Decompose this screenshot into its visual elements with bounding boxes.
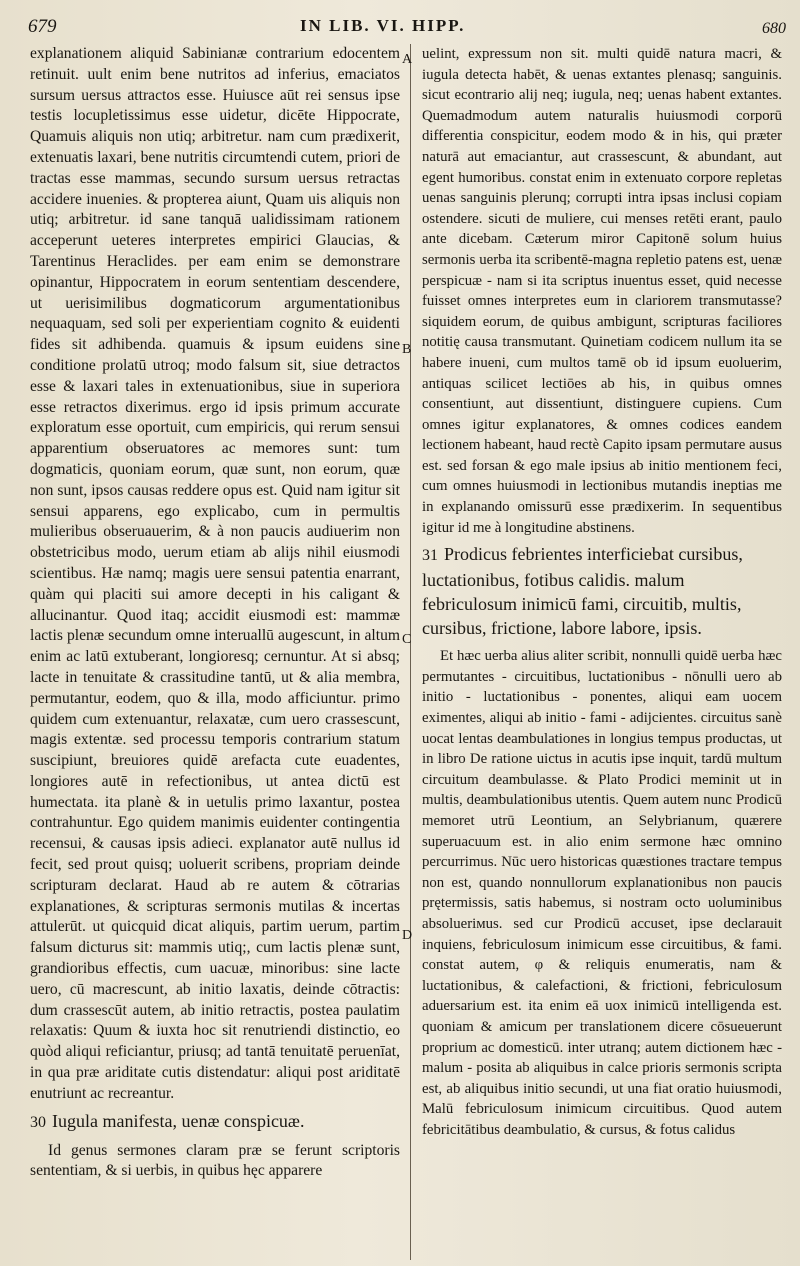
running-head: IN LIB. VI. HIPP. bbox=[300, 16, 466, 35]
lemma-31 bbox=[422, 542, 782, 640]
lemma-number: 30 bbox=[30, 1113, 46, 1131]
left-commentary-1: explanationem aliquid Sabinianæ contrarium edocentem retinuit. uult enim bene nutritos ad inferius, emaciatos sursum uersus attractos esse. Huiusce aūt rei sensus ipse testis locupletissimus esse uidetur, dicēte Hippocrate, Quamuis aliquis non utiq; arbitretur. nam cum prædixerit, extenuatis laxari, bene nutritis circumtendi cutem, priori de tractas esse mammas, secundo sursum uersus retractas accidere inuenies. & propterea aiunt, Quam uis aliquis non utiq; arbitretur. id sane tanquā ualidissimam rationem acceperunt ueteres interpretes empirici Glaucias, & Tarentinus Heraclides. per eam enim se demonstrare opinantur, Hippocratem in eorum sententiam descendere, ut uerisimilibus dogmaticorum argumentationibus nequaquam, sed soli per experientiam cognito & euidenti fides sit adhibenda. quamuis & ipsum euidens sine conditione prolatū utroq; modo falsum sit, siue detractos esse & laxari tales in extenuationibus, siue in superiora esse retractos dixerimus. ergo id ipsis primum accurate exploratum esse oportuit, cum empiricis, qui rerum sensui apparentium obseruatores ac memores sunt: tum dogmaticis, quoniam eorum, quæ sunt, non eorum, quæ non sunt, ipsos causas reddere opus est. Quid nam igitur sit sensui apparens, ego explicabo, cum in permultis mulieribus obseruauerim, & à non paucis audiuerim non obstetricibus modo, uerum etiam ab alijs nihil eiusmodi scientibus. Hæ namq; magis uere sensui patentia enarrant, quàm qui placiti sui amore decepti in his caligant & allucinantur. Quod itaq; accidit eiusmodi est: mammæ lactis plenæ secundum omne interuallū augescunt, in altum enim ac latū extuberant, longioresq; cernuntur. At si absq; lacte in tenuitate & crassitudine tantū, ut & alia membra, permutantur, eodem, quo & illa, modo afficiuntur. primo quidem cum extenuantur, relaxatæ, cum uero crassescunt, magis extentæ. sed processu temporis contrarium statum suscipiunt, breuiores quidē arefacta cute euadentes, longiores autē in refectionibus, ut antea dictū est humectata. ita planè & in uetulis primo laxantur, postea contrahuntur. Ego quidem manimis euidenter contingentia recensui, & causas ipsis adieci. explanator autē nullus id fecit, sed prout quisq; uoluerit scribens, propriam deinde scripturam declarat. Haud ab re autem & cōtrarias explanationes, & scripturas sermonis mutilas & incertas attulerūt. ut quicquid dicat aliquis, partim uerum, partim falsum dicturus sit: mammis utiq;, cum lactis plenæ sunt, grandioribus effectis, cum uacuæ, minoribus: sine lacte uero, cū macrescunt, ab initio laxatis, deinde cōtractis: dum crassescūt autem, ab initio retractis, postea paulatim relaxatis: Quum & iuxta hoc sit renutriendi distinctio, eo quòd aliqui reficiantur, priusq; ad tantā tenuitatē peruenīat, in qua præ ariditate cutis distendatur: aliqui post ariditatē enutriunt ac recreantur. bbox=[30, 45, 400, 1102]
page-number-left: 679 bbox=[28, 16, 57, 37]
left-commentary-2: Id genus sermones claram præ se ferunt scriptoris sententiam, & si uerbis, in quibus hęc apparere bbox=[30, 1141, 400, 1180]
margin-marker-b: B bbox=[402, 342, 412, 357]
column-divider bbox=[410, 44, 411, 1260]
margin-marker-c: C bbox=[402, 632, 412, 647]
right-commentary-2: Et hæc uerba alius aliter scribit, nonnulli quidē uerba hæc permutantes - circuitibus, luctationibus - nōnulli uero ab initio - luctationibus - ponentes, aliqui eam uocem eximentes, aliqui ab initio - fami - adijcientes. circuitus sanè uocat lentas deambulationes in longius tempus productas, ut in libro De ratione uictus in acutis ipse inquit, tardū multum circuitum deambulasse. & Plato Prodici meminit ut in multis, deambulationibus utentis. Quem autem nunc Prodicū memoret utrū Leontium, an Selybrianum, quærere superuacuum est. in alio enim sermone hæc omnino percurrimus. Nūc uero historicas quæstiones tractare tempus non est, quando nonnullorum explanationibus non paucis prętermissis, satis habemus, si nostram octo uoluminibus absolueriмus. sed cur Prodicū accuset, ipse declarauit inquiens, febriculosum inimicum esse circuitibus, & fami. constat autem, φ & reliquis enumeratis, nam & luctationibus, & calefactioni, & frictioni, febriculosum aduersarium est. ita enim eā uox inimicū intelligenda est. quoniam & amicum per translationem dicere cōsueuerunt proprium ac domesticū. inter utranq; autem dictionem hæc - malum - posita ab aliquibus in calce prioris sermonis scripta est, ab aliquibus initio secundi, ut una fiat oratio huiusmodi, Malū febriculosum inimicum circuitibus. Quod autem febricitātibus deambulatio, & cursus, & fotus calidus bbox=[422, 648, 782, 1138]
lemma-30 bbox=[30, 1109, 400, 1135]
margin-marker-a: A bbox=[402, 52, 413, 67]
lemma-text: Iugula manifesta, uenæ conspicuæ. bbox=[52, 1110, 305, 1131]
left-column bbox=[30, 44, 400, 1260]
lemma-text: Prodicus febrientes interficiebat cursibus, luctationibus, fotibus calidis. malum febriculosum inimicū fami, circuitib, multis, cursibus, frictione, labore labore, ipsis. bbox=[422, 544, 743, 639]
right-column bbox=[422, 44, 782, 1260]
margin-marker-d: D bbox=[402, 928, 413, 943]
page-number-right: 680 bbox=[762, 20, 786, 37]
lemma-number: 31 bbox=[422, 547, 438, 565]
page-header bbox=[0, 14, 800, 42]
right-commentary-1: uelint, expressum non sit. multi quidē natura macri, & iugula detecta habēt, & uenas extantes plenasq; sanguinis. sicut econtrario alij neq; iugula, neq; uenas habent extantes. Quemadmodum autem naturalis huiusmodi corporū differentia conspicitur, eodem modo & in his, qui præter naturā aut emaciantur, aut crassescunt, & abundant, aut egent humoribus. constat enim in extenuato corpore repletas uenas sanguinis plerunq; corrupti intra ipsas inclusi copiam ostendere. sicuti de muliere, cui menses retēti erant, paulo ante dicebam. Cæterum miror Capitonē solum huius sermonis uerba ita scribentē-magna repletio patens est, uenæ perspicuæ - nam si ita scriptus inuentus esset, quid necesse fuisset omnes interpretes eum in clariorem transmutasse? siquidem eorum, de quibus ambigunt, scripturas faciliores notitię causa transmutant. Quinetiam codicem nullum ita se habere inueni, cum multos tamē ob id ipsum euoluerim, antiquas scilicet lectiōes ab his, in quibus omnes consentiunt, aut dissentiunt, distinguere cupiens. Cum omnes igitur explanatores, & omnes codices eandem lectionem habeant, haud rectè Capito ipsam permutare ausus est. sed forsan & ego male ipsius ab initio mentionem feci, cum omnes huiusmodi in lectionibus mutandis ineptias me in explanando omissurū esse prædixerim. In sequentibus igitur id me à longitudine abstinens. bbox=[422, 46, 782, 536]
